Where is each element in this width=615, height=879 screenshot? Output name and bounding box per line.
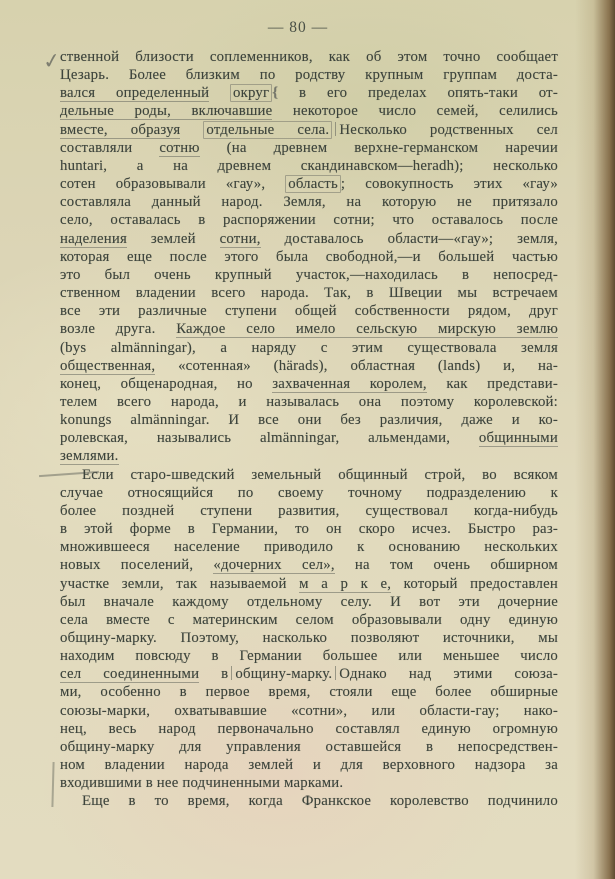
pencil-boxed-text: отдельные села.	[203, 121, 332, 139]
text-segment: на том очень обширном	[334, 557, 558, 574]
pencil-underlined-text: дельные роды, включавшие	[60, 103, 273, 120]
text-line	[60, 411, 558, 429]
text-segment: ном владении народа землей и для верховного надзора за	[60, 757, 558, 774]
text-segment: был вначале каждому отдельному селу. И вот эти дочерние	[60, 593, 558, 610]
pencil-underlined-text: общинными	[478, 430, 558, 447]
pencil-vertical-mark	[231, 666, 232, 680]
text-line	[60, 102, 558, 120]
text-line	[60, 302, 558, 320]
text-line	[60, 647, 558, 665]
pencil-underlined-text: наделения	[60, 230, 127, 247]
pencil-underlined-text: вался определенный	[60, 85, 210, 102]
text-line	[60, 48, 558, 66]
pencil-underlined-text: захваченная королем,	[272, 375, 427, 392]
text-line	[60, 629, 558, 647]
text-line	[60, 230, 558, 248]
text-segment: это был очень крупный участок,—находилась в непосред-	[60, 266, 558, 283]
text-line	[60, 738, 558, 756]
text-segment: ролевская, назывались almänningar, альмендами,	[60, 430, 479, 447]
pencil-underlined-text: «дочерних сел»,	[213, 557, 335, 574]
text-segment: ми, особенно в первое время, стояли еще более обширные	[60, 684, 558, 701]
text-segment: более поздней ступени развития, существовал когда-нибудь	[60, 502, 558, 519]
text-segment: землей	[126, 230, 220, 247]
text-segment: общину-марку.	[235, 666, 333, 683]
text-segment: ; совокупность этих «гау»	[340, 176, 558, 193]
pencil-underlined-text: землями.	[60, 448, 119, 465]
text-line	[60, 611, 558, 629]
text-segment	[180, 122, 203, 138]
pencil-brace-mark: {	[272, 85, 279, 102]
text-segment: Однако над этими союза-	[339, 666, 558, 683]
text-line	[60, 357, 558, 375]
text-segment: Еще в то время, когда Франкское королевство подчинило	[82, 793, 558, 810]
text-segment: некоторое число семей, селились	[272, 103, 558, 120]
text-line	[60, 538, 558, 556]
text-segment: нец, весь народ первоначально составлял единую огромную	[60, 720, 558, 737]
text-segment: все эти различные ступени общей собственности рядом, друг	[60, 303, 558, 320]
text-line	[60, 375, 558, 393]
text-segment: в этой форме в Германии, то он скоро исчез. Быстро раз-	[60, 521, 558, 538]
text-segment: Несколько родственных сел	[339, 121, 559, 138]
text-line	[60, 520, 558, 538]
text-line	[60, 502, 558, 520]
text-segment: (на древнем верхне-германском наречии	[199, 139, 558, 156]
pencil-boxed-text: область	[285, 175, 341, 193]
text-line	[60, 792, 558, 810]
text-segment: как представи-	[426, 375, 559, 392]
text-line	[60, 447, 558, 465]
text-line	[60, 393, 558, 411]
text-segment: множившееся население приводило к основанию нескольких	[60, 539, 558, 556]
text-segment: huntari, а на древнем скандинавском—heradh); несколько	[60, 157, 558, 174]
text-line	[60, 774, 558, 792]
text-segment: ственном владении всего народа. Так, в Швеции мы встречаем	[60, 285, 558, 302]
pencil-underlined-text: вместе, образуя	[60, 121, 181, 138]
text-line	[60, 702, 558, 720]
text-line	[60, 193, 558, 211]
pencil-underlined-text: Каждое село имело сельскую мирскую землю	[176, 321, 558, 338]
text-line	[60, 556, 558, 574]
page-number: — 80 —	[267, 19, 329, 36]
text-segment: общину-марку. Поэтому, насколько позволяют источники, мы	[60, 630, 558, 646]
text-segment: (bys almänningar), а наряду с этим существовала земля	[60, 339, 558, 356]
text-segment: «сотенная» (härads), областная (lands) и, на-	[155, 357, 558, 374]
text-line	[60, 157, 558, 175]
text-segment: составляла данный народ. Земля, на которую не притязало	[60, 194, 558, 211]
text-block	[60, 48, 558, 811]
text-segment: в	[199, 666, 229, 683]
text-line	[60, 593, 558, 611]
text-segment: села вместе с материнским селом образовывали одну единую	[60, 611, 558, 628]
text-segment: новых поселений,	[60, 557, 214, 574]
text-line	[60, 248, 558, 266]
text-line	[60, 121, 558, 139]
text-line	[60, 665, 558, 683]
text-line	[60, 284, 558, 302]
pencil-vertical-mark	[335, 122, 336, 136]
text-segment: сотен образовывали «гау»,	[60, 176, 286, 193]
text-line	[60, 66, 558, 84]
text-segment: телем всего народа, и называлась она поэтому королевской:	[60, 393, 558, 410]
text-segment: село, оставалась в распоряжении сотни; что оставалось после	[60, 212, 558, 229]
pencil-boxed-text: округ	[230, 84, 272, 102]
pencil-margin-line	[51, 762, 54, 807]
text-line	[60, 683, 558, 701]
text-segment: союзы-марки, охватывавшие «сотни», или области-гау; нако-	[60, 702, 558, 719]
text-line	[60, 175, 558, 193]
pencil-underlined-text: сотню	[159, 139, 200, 156]
text-line	[60, 139, 558, 157]
text-line	[60, 429, 558, 447]
pencil-underlined-text: сотни,	[219, 230, 261, 247]
text-line	[60, 320, 558, 338]
text-line	[60, 339, 558, 357]
pencil-vertical-mark	[335, 666, 336, 680]
text-segment: возле друга.	[60, 321, 177, 338]
text-segment: konungs almänningar. И все они без различия, даже и ко-	[60, 412, 558, 429]
text-segment: ственной близости соплеменников, как об этом точно сообщает	[60, 49, 558, 65]
text-line	[60, 266, 558, 284]
text-segment: составляли	[60, 139, 160, 156]
pencil-underlined-text: сел соединенными	[60, 666, 200, 683]
text-segment: конец, общенародная, но	[60, 375, 273, 392]
pencil-checkmark-icon: ✓	[41, 47, 63, 75]
text-line	[60, 575, 558, 593]
text-segment: который предоставлен	[391, 575, 558, 592]
text-segment	[209, 85, 230, 101]
text-line	[60, 756, 558, 774]
text-line	[60, 84, 558, 102]
text-line	[60, 211, 558, 229]
text-segment: входившими в нее подчиненными марками.	[60, 775, 344, 792]
text-segment: участке земли, так называемой	[60, 575, 300, 592]
text-segment: Цезарь. Более близким по родству крупным группам доста-	[60, 67, 558, 84]
text-segment: которая еще после этого была свободной,—и большей частью	[60, 248, 558, 265]
text-segment: в его пределах опять-таки от-	[278, 85, 558, 102]
pencil-underlined-text: м а р к е,	[299, 575, 392, 592]
text-segment: Если старо-шведский земельный общинный строй, во всяком	[82, 466, 558, 483]
text-line	[60, 720, 558, 738]
text-segment: общину-марку для управления оставшейся в непосредствен-	[60, 738, 558, 755]
text-line	[60, 466, 558, 484]
text-line	[60, 484, 558, 502]
text-segment: находим повсюду в Германии большее или меньшее число	[60, 648, 558, 665]
text-segment: доставалось области—«гау»; земля,	[260, 230, 558, 247]
pencil-underlined-text: общественная,	[60, 357, 156, 374]
text-segment: случае относящийся по своему точному подразделению к	[60, 484, 558, 501]
